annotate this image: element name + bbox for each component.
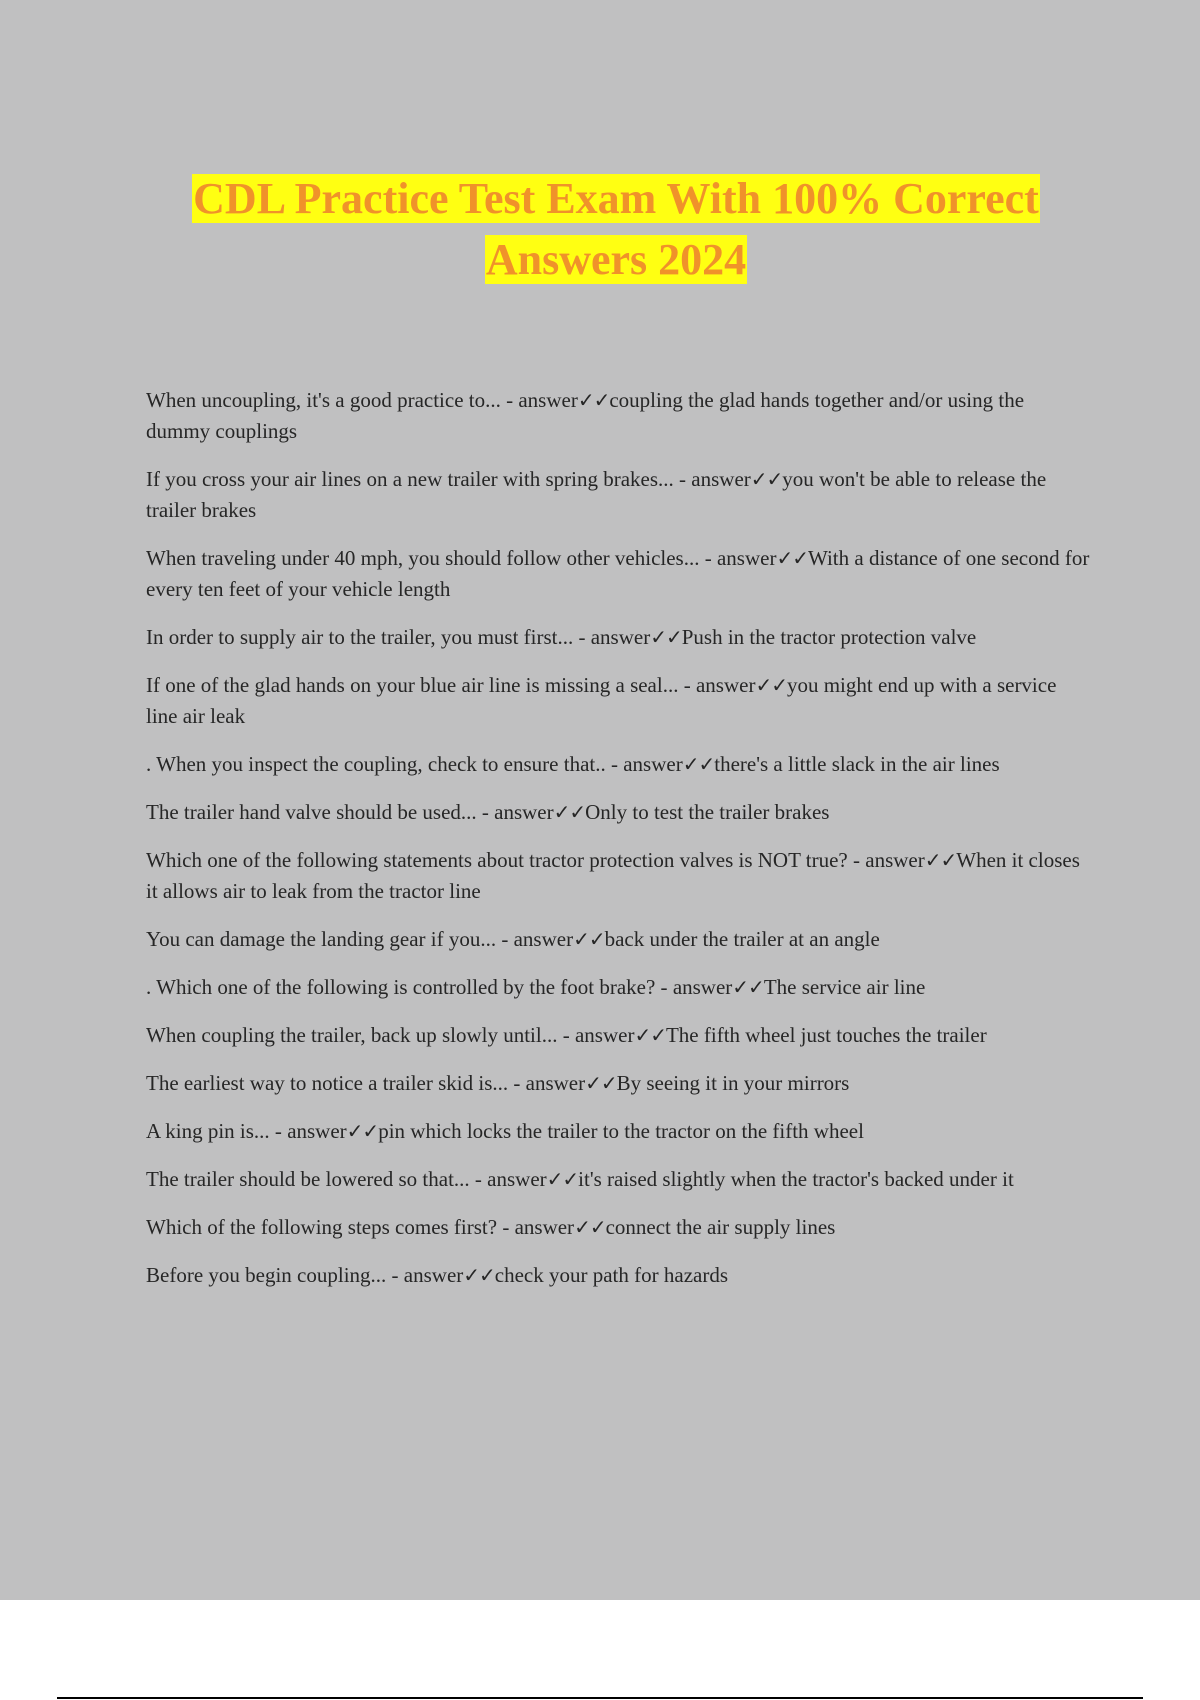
- qa-item: [146, 1116, 1091, 1147]
- question-text: Which of the following steps comes first? -: [146, 1215, 515, 1239]
- answer-marker: answer: [574, 1023, 635, 1047]
- qa-item: [146, 1212, 1091, 1243]
- answer-text: connect the air supply lines: [605, 1215, 836, 1239]
- check-mark-icon: ✓✓: [463, 1263, 495, 1287]
- check-mark-icon: ✓✓: [634, 1023, 666, 1047]
- check-mark-icon: ✓✓: [577, 388, 610, 412]
- question-text: When coupling the trailer, back up slowly until... -: [146, 1023, 575, 1047]
- answer-text: By seeing it in your mirrors: [616, 1071, 850, 1095]
- qa-item: [146, 385, 1091, 447]
- answer-text: check your path for hazards: [494, 1263, 729, 1287]
- answer-marker: answer: [514, 1215, 575, 1239]
- footer-divider: [57, 1697, 1143, 1699]
- check-mark-icon: ✓✓: [732, 975, 764, 999]
- answer-marker: answer: [403, 1263, 464, 1287]
- answer-text: you won't be able to release the trailer brakes: [146, 467, 1047, 522]
- answer-text: When it closes it allows air to leak from the tractor line: [146, 848, 1080, 903]
- answer-marker: answer: [691, 467, 751, 491]
- question-text: . Which one of the following is controlled by the foot brake? -: [146, 975, 673, 999]
- check-mark-icon: ✓✓: [755, 673, 787, 697]
- answer-text: back under the trailer at an angle: [604, 927, 880, 951]
- check-mark-icon: ✓✓: [346, 1119, 379, 1143]
- answer-marker: answer: [287, 1119, 347, 1143]
- question-text: If one of the glad hands on your blue air line is missing a seal... -: [146, 673, 696, 697]
- question-text: Which one of the following statements about tractor protection valves is NOT true? -: [146, 848, 866, 872]
- answer-text: there's a little slack in the air lines: [714, 752, 1000, 776]
- check-mark-icon: ✓✓: [682, 752, 715, 776]
- answer-marker: answer: [672, 975, 733, 999]
- qa-item: [146, 845, 1091, 907]
- answer-marker: answer: [487, 1167, 547, 1191]
- qa-item: [146, 1068, 1091, 1099]
- question-text: When traveling under 40 mph, you should follow other vehicles... -: [146, 546, 717, 570]
- check-mark-icon: ✓✓: [546, 1167, 579, 1191]
- qa-item: [146, 924, 1091, 955]
- question-text: The earliest way to notice a trailer skid is... -: [146, 1071, 526, 1095]
- answer-text: Only to test the trailer brakes: [585, 800, 830, 824]
- question-text: You can damage the landing gear if you... -: [146, 927, 514, 951]
- qa-item: [146, 972, 1091, 1003]
- answer-marker: answer: [623, 752, 683, 776]
- check-mark-icon: ✓✓: [750, 467, 783, 491]
- check-mark-icon: ✓✓: [650, 625, 682, 649]
- check-mark-icon: ✓✓: [573, 927, 605, 951]
- title-line-2: Answers 2024: [485, 235, 747, 284]
- answer-text: coupling the glad hands together and/or using the dummy couplings: [146, 388, 1025, 443]
- title-line-1: CDL Practice Test Exam With 100% Correct: [193, 174, 1039, 223]
- qa-item: [146, 670, 1091, 732]
- answer-marker: answer: [865, 848, 925, 872]
- answer-text: Push in the tractor protection valve: [681, 625, 977, 649]
- document-title: [146, 168, 1086, 290]
- qa-item: [146, 464, 1091, 526]
- question-text: When uncoupling, it's a good practice to... -: [146, 388, 519, 412]
- answer-marker: answer: [518, 388, 578, 412]
- answer-marker: answer: [513, 927, 574, 951]
- qa-item: [146, 622, 1091, 653]
- answer-text: With a distance of one second for every ten feet of your vehicle length: [146, 546, 1090, 601]
- qa-item: [146, 543, 1091, 605]
- question-text: . When you inspect the coupling, check to ensure that.. -: [146, 752, 624, 776]
- qa-list: [146, 385, 1091, 1308]
- check-mark-icon: ✓✓: [924, 848, 957, 872]
- answer-marker: answer: [494, 800, 554, 824]
- check-mark-icon: ✓✓: [574, 1215, 606, 1239]
- answer-marker: answer: [590, 625, 651, 649]
- answer-text: it's raised slightly when the tractor's backed under it: [578, 1167, 1014, 1191]
- answer-text: you might end up with a service line air leak: [146, 673, 1057, 728]
- check-mark-icon: ✓✓: [553, 800, 586, 824]
- answer-marker: answer: [695, 673, 756, 697]
- answer-marker: answer: [716, 546, 777, 570]
- question-text: A king pin is... -: [146, 1119, 288, 1143]
- answer-marker: answer: [525, 1071, 586, 1095]
- check-mark-icon: ✓✓: [585, 1071, 617, 1095]
- question-text: Before you begin coupling... -: [146, 1263, 404, 1287]
- answer-text: pin which locks the trailer to the tractor on the fifth wheel: [378, 1119, 864, 1143]
- question-text: The trailer should be lowered so that... -: [146, 1167, 488, 1191]
- question-text: If you cross your air lines on a new trailer with spring brakes... -: [146, 467, 692, 491]
- answer-text: The fifth wheel just touches the trailer: [665, 1023, 987, 1047]
- qa-item: [146, 749, 1091, 780]
- qa-item: [146, 797, 1091, 828]
- qa-item: [146, 1260, 1091, 1291]
- question-text: The trailer hand valve should be used... -: [146, 800, 495, 824]
- qa-item: [146, 1164, 1091, 1195]
- qa-item: [146, 1020, 1091, 1051]
- question-text: In order to supply air to the trailer, you must first... -: [146, 625, 591, 649]
- answer-text: The service air line: [763, 975, 926, 999]
- check-mark-icon: ✓✓: [776, 546, 808, 570]
